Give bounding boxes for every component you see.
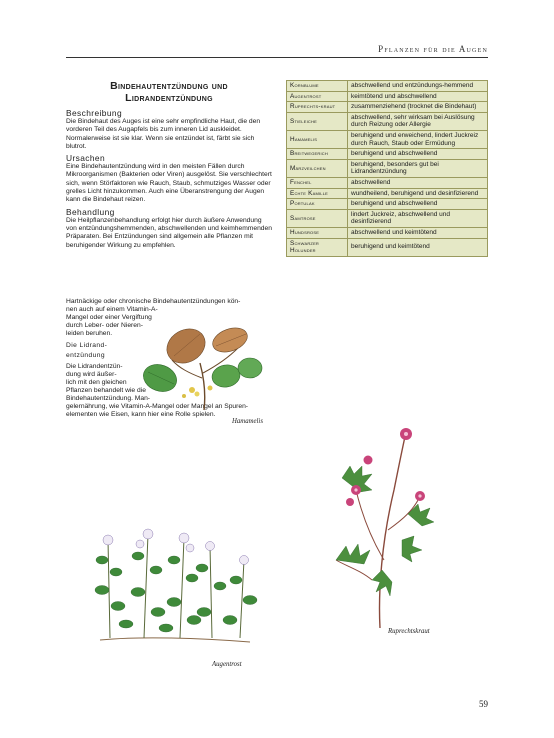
plant-effect-cell: abschwellend und entzündungs-hemmend [348, 81, 488, 92]
plant-row [287, 209, 488, 227]
text-ursachen: Eine Bindehautentzündung wird in den meisten Fällen durch Mikroorganismen (Bakterien oder Viren) ausgelöst. Sie verschlechtert sich, wenn Störfaktoren wie Rauch, Staub, schmutziges Wasser oder grelles Licht hinzukommen. Auch eine Überanstrengung der Augen kann die Bindehaut reizen. [66, 163, 272, 204]
plant-effect-cell: beruhigend und keimtötend [348, 238, 488, 256]
heading-lidrand-2: entzündung [66, 352, 105, 359]
ruprechtskraut-illustration [322, 420, 442, 630]
heading-beschreibung: Beschreibung [66, 108, 123, 118]
text-chronic-line3: Mangel oder einer Vergiftung [66, 314, 152, 321]
plant-name-cell: Schwarzer Holunder [287, 238, 348, 256]
plant-effect-cell: wundheilend, beruhigend und desinfizierend [348, 188, 488, 199]
text-lidrand-line3: lich mit den gleichen [66, 379, 127, 386]
plant-row [287, 102, 488, 113]
plant-row [287, 199, 488, 210]
plant-row [287, 227, 488, 238]
plant-name-cell: Echte Kamille [287, 188, 348, 199]
text-lidrand-line7: elementen wie Eisen, kann hier eine Rolle spielen. [66, 411, 216, 418]
plant-table-body [287, 81, 488, 257]
text-chronic-line4: durch Leber- oder Nieren- [66, 322, 143, 329]
article-column [66, 80, 272, 251]
plant-name-cell: Augentrost [287, 91, 348, 102]
plant-row [287, 238, 488, 256]
caption-augentrost: Augentrost [212, 661, 242, 668]
text-lidrand-line5: Bindehautentzündung. Man- [66, 395, 151, 402]
text-chronic-line5: leiden beruhen. [66, 330, 113, 337]
plant-name-cell: Samtrose [287, 209, 348, 227]
plant-row [287, 91, 488, 102]
plant-effect-cell: beruhigend und abschwellend [348, 149, 488, 160]
heading-lidrand-1: Die Lidrand- [66, 342, 108, 349]
plant-effect-cell: beruhigend, besonders gut bei Lidrandentzündung [348, 159, 488, 177]
plant-effect-cell: abschwellend, sehr wirksam bei Auslösung durch Reizung oder Allergie [348, 112, 488, 130]
title-line-2: Lidrandentzündung [125, 92, 213, 104]
plant-name-cell: Kornblume [287, 81, 348, 92]
plant-row [287, 112, 488, 130]
plant-effect-cell: beruhigend und abschwellend [348, 199, 488, 210]
plant-name-cell: Fenchel [287, 177, 348, 188]
caption-hamamelis: Hamamelis [232, 418, 263, 425]
plant-name-cell: Hamamelis [287, 130, 348, 148]
augentrost-illustration [80, 520, 270, 660]
plant-row [287, 177, 488, 188]
plant-name-cell: Ruprechts-kraut [287, 102, 348, 113]
article-title [66, 80, 272, 104]
text-beschreibung: Die Bindehaut des Auges ist eine sehr empfindliche Haut, die den vorderen Teil des Augapfels bis zum inneren Lid auskleidet. Normalerweise ist sie klar. Wenn sie entzündet ist, färbt sie sich blutrot. [66, 118, 261, 150]
text-lidrand-line2: dung wird äußer- [66, 371, 117, 378]
page-number: 59 [479, 699, 488, 709]
heading-behandlung: Behandlung [66, 206, 115, 217]
plant-effect-cell: abschwellend und keimtötend [348, 227, 488, 238]
plant-effects-table [286, 80, 488, 257]
plant-name-cell: Stieleiche [287, 112, 348, 130]
plant-effect-cell: keimtötend und abschwellend [348, 91, 488, 102]
text-lidrand-line6: gelernährung, wie Vitamin-A-Mangel oder Mangel an Spuren- [66, 403, 249, 410]
plant-effect-cell: zusammenziehend (trocknet die Bindehaut) [348, 102, 488, 113]
text-lidrand-line4: Pflanzen behandelt wie die [66, 387, 146, 394]
plant-effect-cell: beruhigend und erweichend, lindert Juckreiz durch Rauch, Staub oder Ermüdung [348, 130, 488, 148]
text-lidrand-line1: Die Lidrandentzün- [66, 363, 123, 370]
plant-name-cell: Märzveilchen [287, 159, 348, 177]
heading-ursachen: Ursachen [66, 153, 106, 164]
plant-effect-cell: lindert Juckreiz, abschwellend und desinfizierend [348, 209, 488, 227]
plant-row [287, 149, 488, 160]
header-rule [66, 57, 488, 58]
text-chronic-line2: nen auch auf einem Vitamin-A- [66, 306, 158, 313]
plant-name-cell: Hundsrose [287, 227, 348, 238]
text-chronic-line1: Hartnäckige oder chronische Bindehautentzündungen kön- [66, 298, 241, 305]
plant-row [287, 159, 488, 177]
plant-row [287, 188, 488, 199]
title-line-1: Bindehautentzündung und [110, 80, 228, 92]
plant-name-cell: Portulak [287, 199, 348, 210]
plant-effect-cell: abschwellend [348, 177, 488, 188]
plant-row [287, 130, 488, 148]
running-head: Pflanzen für die Augen [378, 44, 488, 54]
caption-ruprechtskraut: Ruprechtskraut [388, 628, 430, 635]
plant-name-cell: Breitwegerich [287, 149, 348, 160]
plant-row [287, 81, 488, 92]
text-behandlung: Die Heilpflanzenbehandlung erfolgt hier durch äußere Anwendung von entzündungshemmenden, abschwellenden und keimhemmenden Präparaten. Bei Entzündungen sind allgemein alle Pflanzen mit beruhigender Wirkung zu empfehlen. [66, 216, 272, 249]
hamamelis-illustration [134, 318, 274, 418]
